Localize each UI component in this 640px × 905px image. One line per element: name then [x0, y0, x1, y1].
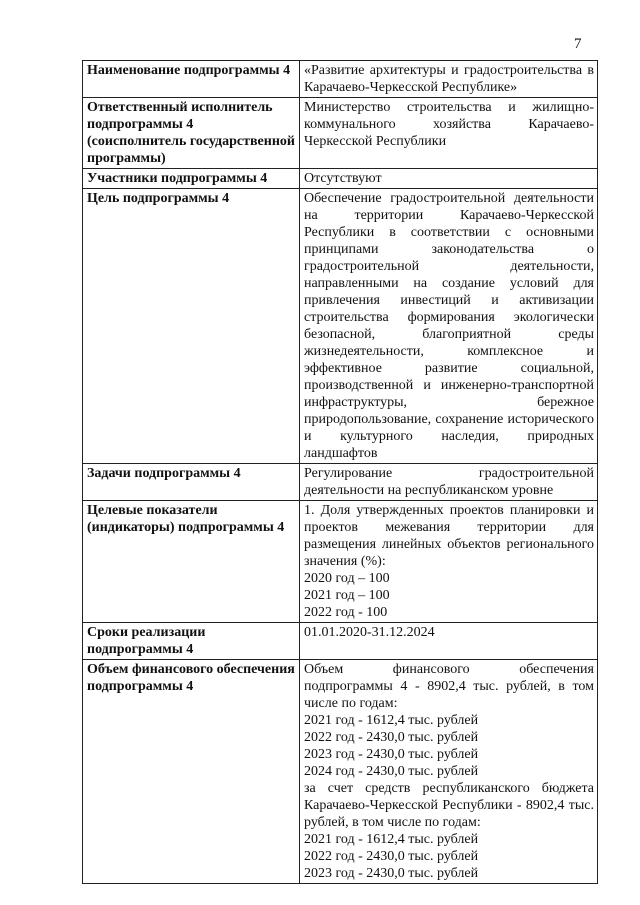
row-value: «Развитие архитектуры и градостроительства в Карачаево-Черкесской Республике» [300, 61, 598, 98]
table-row [83, 189, 598, 464]
funding-year-line: 2024 год - 2430,0 тыс. рублей [304, 764, 479, 779]
budget-year-line: 2021 год - 1612,4 тыс. рублей [304, 832, 479, 847]
table-row [83, 660, 598, 884]
funding-budget-text: за счет средств республиканского бюджета Карачаево-Черкесской Республики - 8902,4 тыс. рублей, в том числе по годам: [304, 781, 594, 830]
indicator-year-value: 2021 год – 100 [304, 588, 390, 603]
row-label: Сроки реализации подпрограммы 4 [83, 623, 300, 660]
row-label: Объем финансового обеспечения подпрограммы 4 [83, 660, 300, 884]
row-label: Участники подпрограммы 4 [83, 169, 300, 189]
table-row [83, 61, 598, 98]
table-row [83, 464, 598, 501]
row-value: Отсутствуют [300, 169, 598, 189]
row-value [300, 660, 598, 884]
funding-total-text: Объем финансового обеспечения подпрограммы 4 - 8902,4 тыс. рублей, в том числе по годам: [304, 662, 594, 711]
row-value: 01.01.2020-31.12.2024 [300, 623, 598, 660]
row-value: Обеспечение градостроительной деятельности на территории Карачаево-Черкесской Республики в соответствии с основными принципами законодательства о градостроительной деятельности, направленными на создание условий для привлечения инвестиций и активизации строительства формирования экологически безопасной, благоприятной среды жизнедеятельности, комплексное и эффективное развитие социальной, производственной и инженерно-транспортной инфраструктуры, бережное природопользование, сохранение исторического и культурного наследия, природных ландшафтов [300, 189, 598, 464]
row-label: Ответственный исполнитель подпрограммы 4 (соисполнитель государственной программы) [83, 98, 300, 169]
row-label: Задачи подпрограммы 4 [83, 464, 300, 501]
indicator-year-value: 2022 год - 100 [304, 605, 388, 620]
subprogram-passport-table [82, 60, 598, 884]
row-label: Наименование подпрограммы 4 [83, 61, 300, 98]
budget-year-line: 2022 год - 2430,0 тыс. рублей [304, 849, 479, 864]
indicator-description: 1. Доля утвержденных проектов планировки и проектов межевания территории для размещения линейных объектов регионального значения (%): [304, 503, 594, 569]
table-row [83, 98, 598, 169]
row-label: Цель подпрограммы 4 [83, 189, 300, 464]
funding-year-line: 2021 год - 1612,4 тыс. рублей [304, 713, 479, 728]
row-label: Целевые показатели (индикаторы) подпрограммы 4 [83, 501, 300, 623]
funding-year-line: 2023 год - 2430,0 тыс. рублей [304, 747, 479, 762]
budget-year-line: 2023 год - 2430,0 тыс. рублей [304, 866, 479, 881]
row-value: Министерство строительства и жилищно-коммунального хозяйства Карачаево-Черкесской Республики [300, 98, 598, 169]
row-value: Регулирование градостроительной деятельности на республиканском уровне [300, 464, 598, 501]
page-number: 7 [574, 36, 582, 52]
table-row [83, 169, 598, 189]
row-value [300, 501, 598, 623]
funding-year-line: 2022 год - 2430,0 тыс. рублей [304, 730, 479, 745]
indicator-year-value: 2020 год – 100 [304, 571, 390, 586]
table-row [83, 623, 598, 660]
table-row [83, 501, 598, 623]
